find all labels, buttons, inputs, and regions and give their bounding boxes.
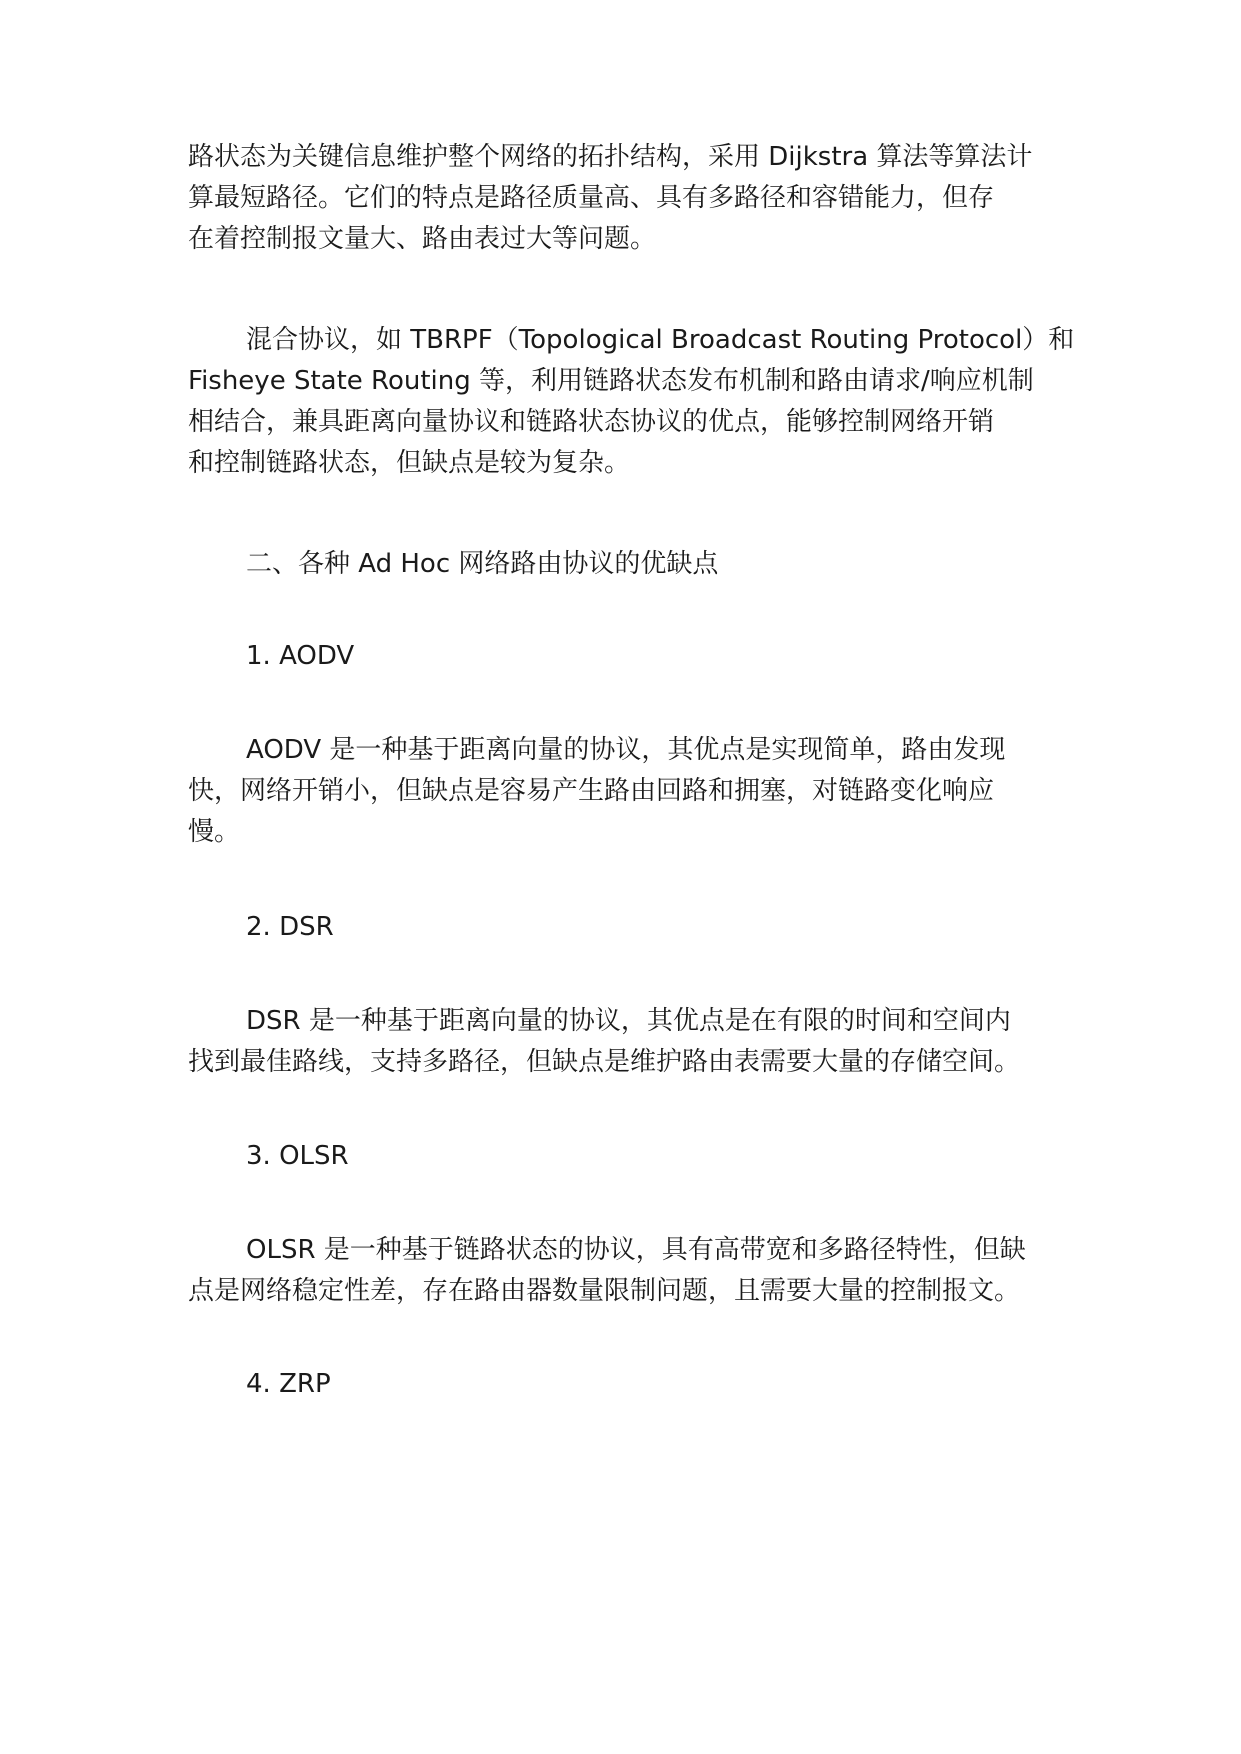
section-heading: 二、各种 Ad Hoc 网络路由协议的优缺点 bbox=[246, 549, 719, 579]
paragraph-line: 算最短路径。它们的特点是路径质量高、具有多路径和容错能力，但存 bbox=[188, 183, 995, 213]
zrp-heading: 4. ZRP bbox=[246, 1369, 331, 1399]
dsr-line: 找到最佳路线，支持多路径，但缺点是维护路由表需要大量的存储空间。 bbox=[188, 1047, 1021, 1077]
dsr-line: DSR 是一种基于距离向量的协议，其优点是在有限的时间和空间内 bbox=[246, 1006, 1011, 1036]
paragraph-line: 路状态为关键信息维护整个网络的拓扑结构，采用 Dijkstra 算法等算法计 bbox=[188, 142, 1033, 172]
dsr-heading: 2. DSR bbox=[246, 912, 334, 942]
paragraph-line: 在着控制报文量大、路由表过大等问题。 bbox=[188, 224, 657, 254]
aodv-heading: 1. AODV bbox=[246, 641, 355, 671]
paragraph-line: Fisheye State Routing 等，利用链路状态发布机制和路由请求/响应机制 bbox=[188, 366, 1034, 396]
paragraph-line: 混合协议，如 TBRPF（Topological Broadcast Routing Protocol）和 bbox=[246, 325, 1075, 355]
aodv-line: 快，网络开销小，但缺点是容易产生路由回路和拥塞，对链路变化响应 bbox=[188, 776, 995, 806]
aodv-line: AODV 是一种基于距离向量的协议，其优点是实现简单，路由发现 bbox=[246, 735, 1006, 765]
paragraph-line: 和控制链路状态，但缺点是较为复杂。 bbox=[188, 448, 631, 478]
olsr-line: OLSR 是一种基于链路状态的协议，具有高带宽和多路径特性，但缺 bbox=[246, 1235, 1026, 1265]
aodv-line: 慢。 bbox=[188, 817, 241, 847]
olsr-heading: 3. OLSR bbox=[246, 1141, 349, 1171]
paragraph-line: 相结合，兼具距离向量协议和链路状态协议的优点，能够控制网络开销 bbox=[188, 407, 995, 437]
olsr-line: 点是网络稳定性差，存在路由器数量限制问题，且需要大量的控制报文。 bbox=[188, 1276, 1021, 1306]
